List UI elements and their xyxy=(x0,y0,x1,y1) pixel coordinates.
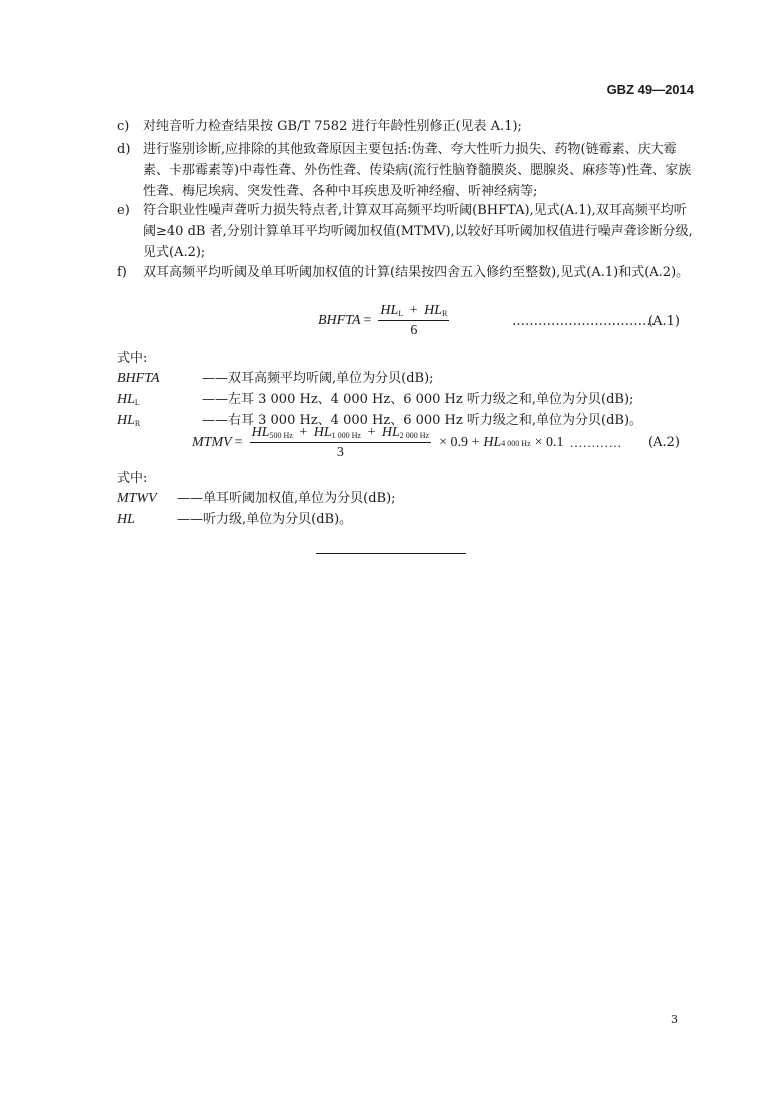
where-label: 式中: xyxy=(117,351,148,366)
standard-number: GBZ 49—2014 xyxy=(606,82,694,97)
list-marker: f) xyxy=(117,265,127,280)
equals-sign: = xyxy=(234,435,243,450)
definition-row xyxy=(117,367,434,387)
formula-a2 xyxy=(192,425,622,461)
symbol xyxy=(117,413,202,429)
where-label: 式中: xyxy=(117,471,148,486)
definition-row xyxy=(117,508,352,528)
definition-text: ——单耳听阈加权值,单位为分贝(dB); xyxy=(177,491,396,506)
subscript: 1 000 Hz xyxy=(331,431,361,440)
symbol: BHFTA xyxy=(117,371,160,386)
formula-a1 xyxy=(318,303,453,339)
subscript: 2 000 Hz xyxy=(399,431,430,440)
symbol-base: HL xyxy=(117,413,135,428)
weight-multiplier: × 0.1 xyxy=(534,435,564,450)
term-hl-4000: HL xyxy=(483,435,502,450)
definition-row xyxy=(117,487,396,507)
list-item-e xyxy=(117,200,697,263)
term-hl-1000: HL xyxy=(313,425,332,440)
term-hl-2000: HL xyxy=(381,425,400,440)
list-marker: e) xyxy=(117,203,130,218)
definition-text: ——听力级,单位为分贝(dB)。 xyxy=(177,512,353,527)
symbol: HL xyxy=(117,512,135,527)
subscript: L xyxy=(398,309,404,318)
fraction xyxy=(378,303,449,339)
equation-number: (A.1) xyxy=(648,314,680,329)
list-text: 对纯音听力检查结果按 GB/T 7582 进行年龄性别修正(见表 A.1); xyxy=(143,119,522,134)
definition-text: ——左耳 3 000 Hz、4 000 Hz、6 000 Hz 听力级之和,单位为分贝(dB); xyxy=(202,392,634,407)
subscript: 4 000 Hz xyxy=(501,438,531,448)
leader-dots: …………………………… xyxy=(512,314,655,329)
fraction xyxy=(250,425,432,461)
list-text: 符合职业性噪声聋听力损失特点者,计算双耳高频平均听阈(BHFTA),见式(A.1),双耳高频平均听阈≥40 dB 者,分别计算单耳平均听阈加权值(MTMV),以较好耳听阈加权值进行噪声聋诊断分级,见式(A.2); xyxy=(143,203,693,260)
term-hl-right: HL xyxy=(424,303,443,318)
symbol xyxy=(117,392,202,408)
denominator: 6 xyxy=(410,323,418,338)
symbol: MTWV xyxy=(117,491,157,506)
subscript: L xyxy=(134,398,140,407)
list-text: 进行鉴别诊断,应排除的其他致聋原因主要包括:伪聋、夸大性听力损失、药物(链霉素、庆大霉素、卡那霉素等)中毒性聋、外伤性聋、传染病(流行性脑脊髓膜炎、腮腺炎、麻疹等)性聋、家族性聋、梅尼埃病、突发性聋、各种中耳疾患及听神经瘤、听神经病等; xyxy=(143,142,692,199)
term-hl-500: HL xyxy=(251,425,270,440)
definition-text: ——右耳 3 000 Hz、4 000 Hz、6 000 Hz 听力级之和,单位为分贝(dB)。 xyxy=(202,413,643,428)
formula-lhs: MTMV xyxy=(192,435,232,450)
page-number: 3 xyxy=(671,1013,678,1026)
equals-sign: = xyxy=(363,313,372,328)
weight-multiplier: × 0.9 + xyxy=(439,435,480,450)
subscript: R xyxy=(134,419,141,428)
definition-text: ——双耳高频平均听阈,单位为分贝(dB); xyxy=(202,371,434,386)
equation-number: (A.2) xyxy=(648,435,680,450)
plus-sign: + xyxy=(299,425,308,440)
term-hl-left: HL xyxy=(380,303,399,318)
plus-sign: + xyxy=(367,425,376,440)
subscript: 500 Hz xyxy=(269,431,293,440)
numerator xyxy=(378,303,449,321)
list-text: 双耳高频平均听阈及单耳听阈加权值的计算(结果按四舍五入修约至整数),见式(A.1)和式(A.2)。 xyxy=(143,265,690,280)
subscript: R xyxy=(442,309,448,318)
denominator: 3 xyxy=(336,445,344,460)
plus-sign: + xyxy=(409,303,418,318)
list-item-f xyxy=(117,262,697,283)
list-marker: d) xyxy=(117,142,131,157)
definition-row xyxy=(117,388,633,408)
end-rule xyxy=(316,553,466,554)
list-marker: c) xyxy=(117,119,130,134)
numerator xyxy=(250,425,432,443)
leader-dots: ………… xyxy=(569,435,622,450)
list-item-d xyxy=(117,139,697,202)
formula-lhs: BHFTA xyxy=(318,313,361,328)
list-item-c xyxy=(117,116,697,137)
symbol-base: HL xyxy=(117,392,135,407)
